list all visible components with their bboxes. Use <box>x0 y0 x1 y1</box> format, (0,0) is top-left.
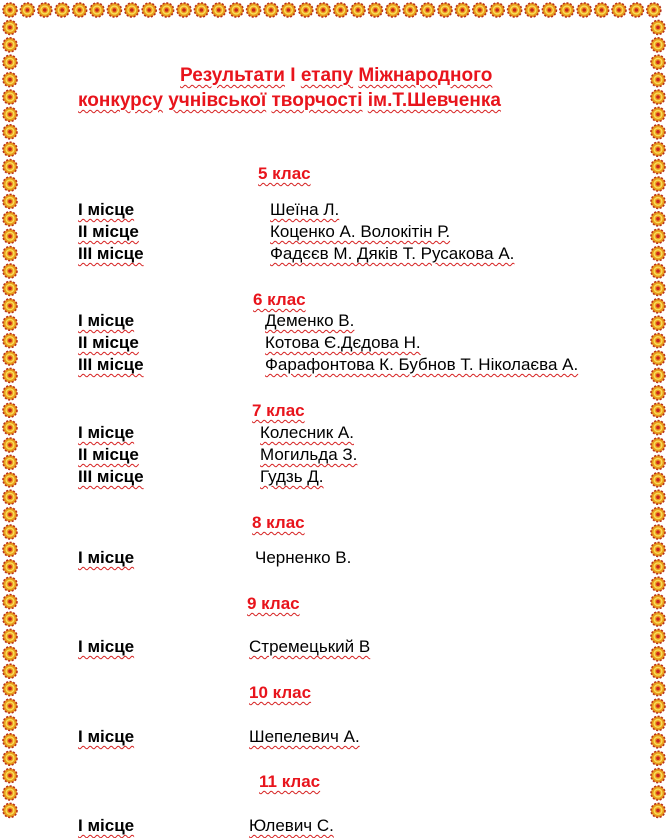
title-line-1 <box>180 65 492 87</box>
class-heading: 10 клас <box>249 683 312 702</box>
sun-ornament <box>629 3 643 17</box>
place-label: І місце <box>78 637 135 656</box>
class-heading: 5 клас <box>258 164 311 183</box>
sun-ornament <box>316 3 330 17</box>
title-word: конкурсу <box>78 90 163 111</box>
sun-ornament <box>229 3 243 17</box>
place-label: ІІІ місце <box>78 467 144 486</box>
sun-ornament <box>542 3 556 17</box>
sun-ornament <box>107 3 121 17</box>
sun-ornament <box>3 490 17 504</box>
sun-ornament <box>651 177 665 191</box>
class-heading: 7 клас <box>252 401 305 420</box>
result-row <box>0 467 668 489</box>
sun-ornament <box>651 577 665 591</box>
place-label: ІІ місце <box>78 222 139 241</box>
result-row <box>0 727 668 749</box>
sun-ornament <box>3 612 17 626</box>
sun-ornament <box>3 751 17 765</box>
sun-ornament <box>3 38 17 52</box>
place-label: І місце <box>78 200 135 219</box>
sun-ornament <box>651 90 665 104</box>
title-word: ім.Т.Шевченка <box>367 90 501 111</box>
sun-ornament <box>160 3 174 17</box>
sun-ornament <box>525 3 539 17</box>
class-heading: 11 клас <box>259 772 321 791</box>
title-word: Міжнародного <box>358 65 493 86</box>
sun-ornament <box>212 3 226 17</box>
sun-ornament <box>3 20 17 34</box>
student-names: Шеїна Л. <box>270 200 340 219</box>
sun-ornament <box>3 160 17 174</box>
sun-ornament <box>73 3 87 17</box>
sun-ornament <box>651 73 665 87</box>
sun-ornament <box>3 125 17 139</box>
student-names: Юлевич С. <box>249 816 334 835</box>
result-row <box>0 423 668 445</box>
sun-ornament <box>334 3 348 17</box>
sun-ornament <box>651 55 665 69</box>
sun-ornament <box>647 3 661 17</box>
place-label: ІІ місце <box>78 333 139 352</box>
sun-ornament <box>177 3 191 17</box>
sun-ornament <box>651 281 665 295</box>
sun-ornament <box>438 3 452 17</box>
sun-ornament <box>651 264 665 278</box>
sun-ornament <box>3 577 17 591</box>
sun-ornament <box>351 3 365 17</box>
sun-ornament <box>3 769 17 783</box>
sun-ornament <box>651 38 665 52</box>
sun-ornament <box>508 3 522 17</box>
sun-ornament <box>3 699 17 713</box>
sun-ornament <box>125 3 139 17</box>
class-heading: 9 клас <box>247 594 300 613</box>
sun-ornament <box>3 386 17 400</box>
place-label: ІІІ місце <box>78 355 144 374</box>
result-row <box>0 222 668 244</box>
result-row <box>0 548 668 570</box>
sun-ornament <box>3 508 17 522</box>
sun-ornament <box>651 769 665 783</box>
result-row <box>0 311 668 333</box>
place-label: ІІ місце <box>78 445 139 464</box>
result-row <box>0 816 668 838</box>
student-names: Фарафонтова К. Бубнов Т. Ніколаєва А. <box>265 355 579 374</box>
sun-ornament <box>651 786 665 800</box>
sun-ornament <box>3 664 17 678</box>
sun-ornament <box>3 786 17 800</box>
student-names: Черненко В. <box>255 548 352 567</box>
student-names: Деменко В. <box>265 311 355 330</box>
result-row <box>0 445 668 467</box>
title-word: етапу <box>300 65 354 86</box>
result-row <box>0 637 668 659</box>
sun-ornament <box>473 3 487 17</box>
student-names: Колесник А. <box>260 423 354 442</box>
class-heading: 8 клас <box>252 513 305 532</box>
place-label: І місце <box>78 311 135 330</box>
place-label: І місце <box>78 816 135 835</box>
sun-ornament <box>3 107 17 121</box>
student-names: Коценко А. Волокітін Р. <box>270 222 451 241</box>
result-row <box>0 200 668 222</box>
title-line-2 <box>78 90 501 112</box>
sun-ornament <box>651 142 665 156</box>
title-word: Результати <box>180 65 285 86</box>
sun-ornament <box>651 595 665 609</box>
sun-ornament <box>3 73 17 87</box>
result-row <box>0 244 668 266</box>
sun-ornament <box>595 3 609 17</box>
student-names: Могильда З. <box>260 445 358 464</box>
student-names: Гудзь Д. <box>260 467 324 486</box>
title-word: творчості <box>271 90 363 111</box>
sun-ornament <box>3 264 17 278</box>
sun-ornament <box>651 403 665 417</box>
sun-ornament <box>651 508 665 522</box>
sun-ornament <box>281 3 295 17</box>
sun-ornament <box>3 142 17 156</box>
student-names: Стремецький В <box>249 637 371 656</box>
sun-ornament <box>3 403 17 417</box>
sun-ornament <box>612 3 626 17</box>
place-label: ІІІ місце <box>78 244 144 263</box>
sun-ornament <box>38 3 52 17</box>
result-row <box>0 355 668 377</box>
student-names: Фадєєв М. Дяків Т. Русакова А. <box>270 244 515 263</box>
place-label: І місце <box>78 727 135 746</box>
title-word: І <box>290 65 296 86</box>
sun-ornament <box>3 682 17 696</box>
sun-ornament <box>560 3 574 17</box>
sun-ornament <box>368 3 382 17</box>
sun-ornament <box>651 699 665 713</box>
sun-ornament <box>651 490 665 504</box>
sun-ornament <box>3 595 17 609</box>
sun-ornament <box>3 3 17 17</box>
sun-ornament <box>194 3 208 17</box>
sun-ornament <box>3 525 17 539</box>
sun-ornament <box>421 3 435 17</box>
sun-ornament <box>651 525 665 539</box>
student-names: Шепелевич А. <box>249 727 360 746</box>
sun-ornament <box>264 3 278 17</box>
sun-ornament <box>651 107 665 121</box>
sun-ornament <box>55 3 69 17</box>
sun-ornament <box>651 682 665 696</box>
place-label: І місце <box>78 423 135 442</box>
sun-ornament <box>455 3 469 17</box>
result-row <box>0 333 668 355</box>
sun-ornament <box>3 281 17 295</box>
sun-ornament <box>142 3 156 17</box>
sun-ornament <box>403 3 417 17</box>
sun-ornament <box>247 3 261 17</box>
class-heading: 6 клас <box>253 290 306 309</box>
sun-ornament <box>651 664 665 678</box>
sun-ornament <box>386 3 400 17</box>
sun-ornament <box>3 90 17 104</box>
sun-ornament <box>299 3 313 17</box>
sun-ornament <box>651 125 665 139</box>
sun-ornament <box>90 3 104 17</box>
sun-ornament <box>651 160 665 174</box>
sun-ornament <box>577 3 591 17</box>
sun-ornament <box>651 751 665 765</box>
place-label: І місце <box>78 548 135 567</box>
sun-ornament <box>651 386 665 400</box>
sun-ornament <box>3 177 17 191</box>
sun-ornament <box>651 612 665 626</box>
sun-ornament <box>651 20 665 34</box>
student-names: Котова Є.Дєдова Н. <box>265 333 421 352</box>
sun-ornament <box>20 3 34 17</box>
sun-ornament <box>3 55 17 69</box>
title-word: учнівської <box>168 90 267 111</box>
sun-ornament <box>490 3 504 17</box>
